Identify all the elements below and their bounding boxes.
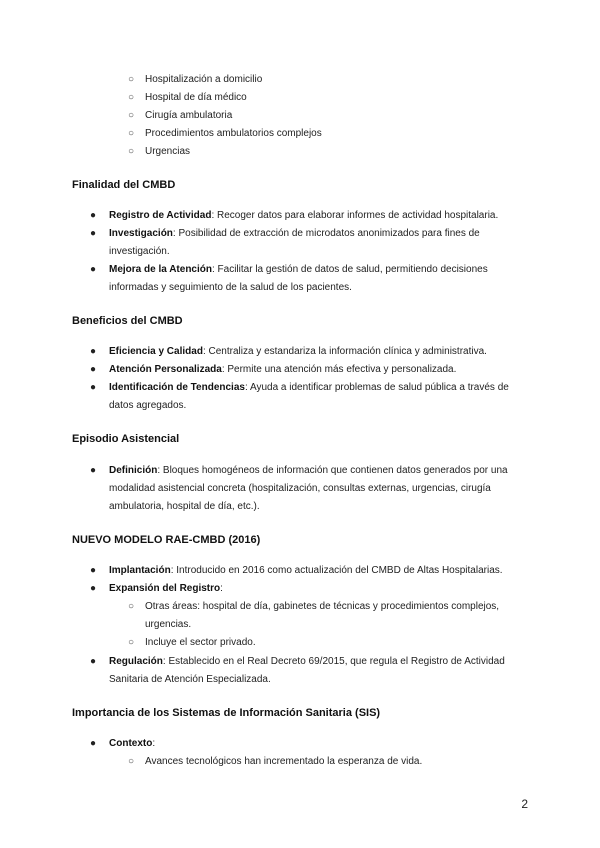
list-item: Incluye el sector privado. (145, 637, 256, 648)
list-item: Otras áreas: hospital de día, gabinetes de técnicas y procedimientos complejos, (145, 601, 500, 612)
list-item: Atención Personalizada: Permite una atención más efectiva y personalizada. (109, 364, 457, 375)
hollow-bullet-icon: ○ (128, 128, 135, 139)
list-item: Eficiencia y Calidad: Centraliza y estandariza la información clínica y administrativa. (109, 346, 487, 357)
list-item: Identificación de Tendencias: Ayuda a identificar problemas de salud pública a través de (109, 382, 509, 393)
bullet-icon: ● (90, 565, 97, 576)
list-item-continued: ambulatoria, hospital de día, etc.). (109, 501, 260, 512)
page-number: 2 (521, 797, 528, 811)
list-item: Contexto: (109, 738, 156, 749)
hollow-bullet-icon: ○ (128, 74, 135, 85)
bullet-icon: ● (90, 264, 97, 275)
section-heading-beneficios: Beneficios del CMBD (72, 315, 183, 327)
list-item: Urgencias (145, 146, 191, 157)
section-heading-importancia: Importancia de los Sistemas de Información Sanitaria (SIS) (72, 707, 381, 719)
bullet-icon: ● (90, 382, 97, 393)
list-item: Implantación: Introducido en 2016 como actualización del CMBD de Altas Hospitalarias. (109, 565, 503, 576)
section-heading-nuevo-modelo: NUEVO MODELO RAE-CMBD (2016) (72, 534, 261, 546)
bullet-icon: ● (90, 583, 97, 594)
section-heading-episodio: Episodio Asistencial (72, 433, 180, 445)
list-item-continued: datos agregados. (109, 400, 187, 411)
list-item-continued: Sanitaria de Atención Especializada. (109, 674, 271, 685)
list-item: Expansión del Registro: (109, 583, 223, 594)
section-heading-finalidad: Finalidad del CMBD (72, 179, 176, 191)
list-item: Cirugía ambulatoria (145, 110, 233, 121)
list-item: Investigación: Posibilidad de extracción de microdatos anonimizados para fines de (109, 228, 480, 239)
bullet-icon: ● (90, 364, 97, 375)
hollow-bullet-icon: ○ (128, 637, 135, 648)
hollow-bullet-icon: ○ (128, 756, 135, 767)
bullet-icon: ● (90, 738, 97, 749)
list-item-continued: urgencias. (145, 619, 192, 630)
hollow-bullet-icon: ○ (128, 601, 135, 612)
list-item: Mejora de la Atención: Facilitar la gestión de datos de salud, permitiendo decisiones (109, 264, 488, 275)
list-item: Avances tecnológicos han incrementado la esperanza de vida. (145, 756, 423, 767)
hollow-bullet-icon: ○ (128, 110, 135, 121)
list-item-continued: investigación. (109, 246, 170, 257)
bullet-icon: ● (90, 465, 97, 476)
list-item-continued: modalidad asistencial concreta (hospitalización, consultas externas, urgencias, cirugía (109, 483, 491, 494)
bullet-icon: ● (90, 656, 97, 667)
bullet-icon: ● (90, 346, 97, 357)
list-item: Procedimientos ambulatorios complejos (145, 128, 322, 139)
list-item: Hospital de día médico (145, 92, 247, 103)
list-item-continued: informadas y seguimiento de la salud de los pacientes. (109, 282, 352, 293)
list-item: Hospitalización a domicilio (145, 74, 263, 85)
list-item: Registro de Actividad: Recoger datos para elaborar informes de actividad hospitalaria. (109, 210, 499, 221)
list-item: Regulación: Establecido en el Real Decreto 69/2015, que regula el Registro de Actividad (109, 656, 505, 667)
hollow-bullet-icon: ○ (128, 92, 135, 103)
hollow-bullet-icon: ○ (128, 146, 135, 157)
bullet-icon: ● (90, 210, 97, 221)
bullet-icon: ● (90, 228, 97, 239)
list-item: Definición: Bloques homogéneos de información que contienen datos generados por una (109, 465, 508, 476)
